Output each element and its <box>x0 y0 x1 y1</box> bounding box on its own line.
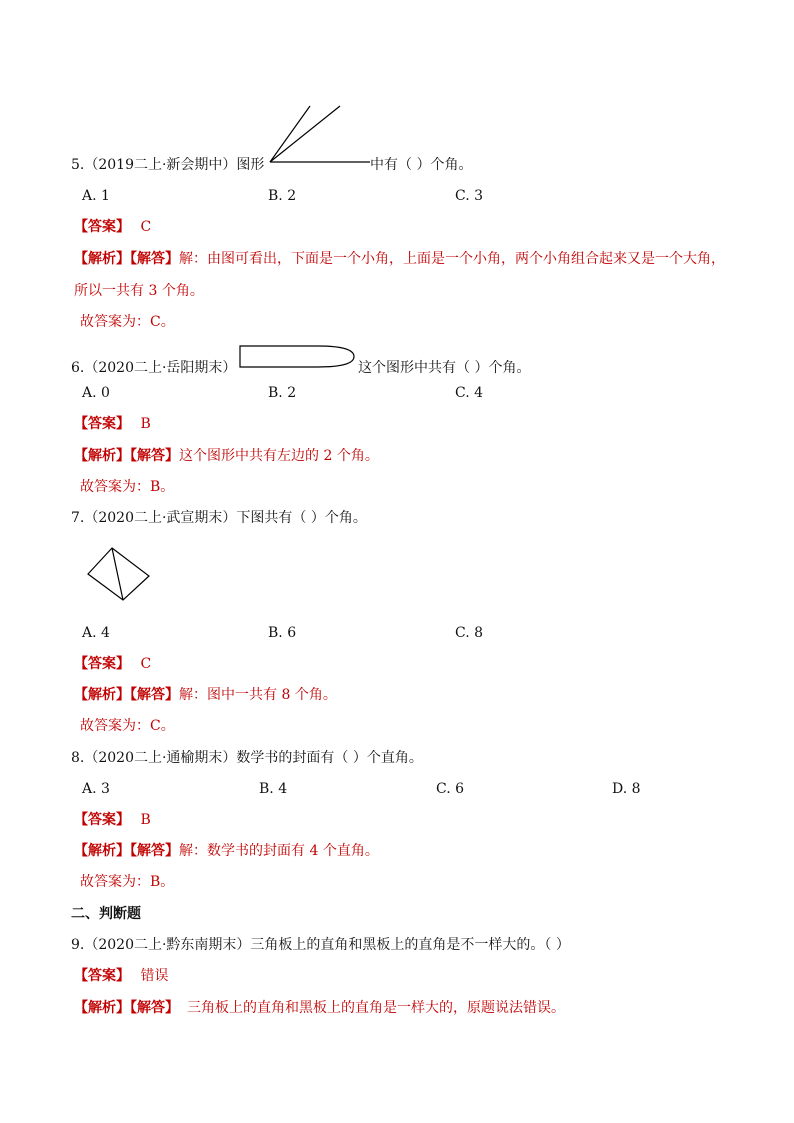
answer-label: 【答案】 <box>74 968 130 984</box>
analysis-label: 【解析】【解答】 <box>74 843 179 859</box>
analysis-number: 3 <box>148 283 158 299</box>
q6-stem-start: 6.（2020二上·岳阳期末） <box>71 360 237 376</box>
q8-answer <box>74 811 151 829</box>
q5-option-a: A. 1 <box>82 188 110 204</box>
q9-analysis <box>74 999 565 1017</box>
q6-answer <box>74 415 151 433</box>
analysis-text: 个角。 <box>290 687 337 703</box>
q8-option-d: D. 8 <box>612 781 641 797</box>
analysis-text: 个角。 <box>157 283 204 299</box>
q7-quadrilateral-figure <box>86 546 152 602</box>
q7-option-b: B. 6 <box>268 625 297 641</box>
answer-value: B <box>140 416 151 432</box>
q5-stem-end: 中有（ ）个角。 <box>370 157 473 173</box>
q6-bullet-shape-figure <box>238 344 356 370</box>
q7-conclusion: 故答案为：C。 <box>80 718 175 734</box>
answer-label: 【答案】 <box>74 812 130 828</box>
q9-stem: 9.（2020二上·黔东南期末）三角板上的直角和黑板上的直角是不一样大的。（ ） <box>71 937 570 953</box>
analysis-text: 这个图形中共有左边的 <box>179 448 324 464</box>
q5-analysis-line2 <box>74 282 204 300</box>
q6-option-c: C. 4 <box>455 385 484 401</box>
q7-option-a: A. 4 <box>82 625 110 641</box>
analysis-text: 三角板上的直角和黑板上的直角是一样大的，原题说法错误。 <box>187 1000 565 1016</box>
q7-analysis <box>74 686 337 704</box>
analysis-text: 个直角。 <box>318 843 379 859</box>
answer-value: C <box>140 656 152 672</box>
q8-analysis <box>74 842 379 860</box>
analysis-text: 解：数学书的封面有 <box>179 843 310 859</box>
answer-label: 【答案】 <box>74 416 130 432</box>
analysis-label: 【解析】【解答】 <box>74 1000 179 1016</box>
q5-analysis-line1 <box>74 250 725 268</box>
q7-stem: 7.（2020二上·武宣期末）下图共有（ ）个角。 <box>71 510 367 526</box>
answer-value: 错误 <box>140 968 169 984</box>
q8-option-a: A. 3 <box>82 781 110 797</box>
q6-stem-end: 这个图形中共有（ ）个角。 <box>358 360 531 376</box>
analysis-label: 【解析】【解答】 <box>74 448 179 464</box>
q5-option-b: B. 2 <box>268 188 297 204</box>
q6-conclusion: 故答案为：B。 <box>80 479 175 495</box>
analysis-number: 8 <box>281 687 291 703</box>
answer-label: 【答案】 <box>74 219 130 235</box>
q7-answer <box>74 655 151 673</box>
answer-value: B <box>140 812 151 828</box>
section-title-judgment: 二、判断题 <box>71 906 141 922</box>
analysis-text: 解：由图可看出，下面是一个小角，上面是一个小角，两个小角组合起来又是一个大角， <box>179 251 725 267</box>
analysis-label: 【解析】【解答】 <box>74 687 179 703</box>
q8-option-c: C. 6 <box>436 781 465 797</box>
q6-option-b: B. 2 <box>268 385 297 401</box>
analysis-number: 2 <box>323 448 333 464</box>
q5-stem-start: 5.（2019二上·新会期中）图形 <box>71 157 265 173</box>
analysis-text: 所以一共有 <box>74 283 149 299</box>
analysis-number: 4 <box>309 843 319 859</box>
q6-analysis <box>74 447 379 465</box>
q8-option-b: B. 4 <box>259 781 288 797</box>
q5-answer <box>74 218 151 236</box>
answer-value: C <box>140 219 152 235</box>
q6-option-a: A. 0 <box>82 385 110 401</box>
q7-option-c: C. 8 <box>455 625 484 641</box>
analysis-label: 【解析】【解答】 <box>74 251 179 267</box>
q5-angle-figure <box>268 104 372 166</box>
analysis-text: 个角。 <box>332 448 379 464</box>
q9-answer <box>74 967 168 985</box>
q8-stem: 8.（2020二上·通榆期末）数学书的封面有（ ）个直角。 <box>71 750 423 766</box>
q5-option-c: C. 3 <box>455 188 484 204</box>
analysis-text: 解：图中一共有 <box>179 687 282 703</box>
answer-label: 【答案】 <box>74 656 130 672</box>
q5-conclusion: 故答案为：C。 <box>80 314 175 330</box>
q8-conclusion: 故答案为：B。 <box>80 874 175 890</box>
